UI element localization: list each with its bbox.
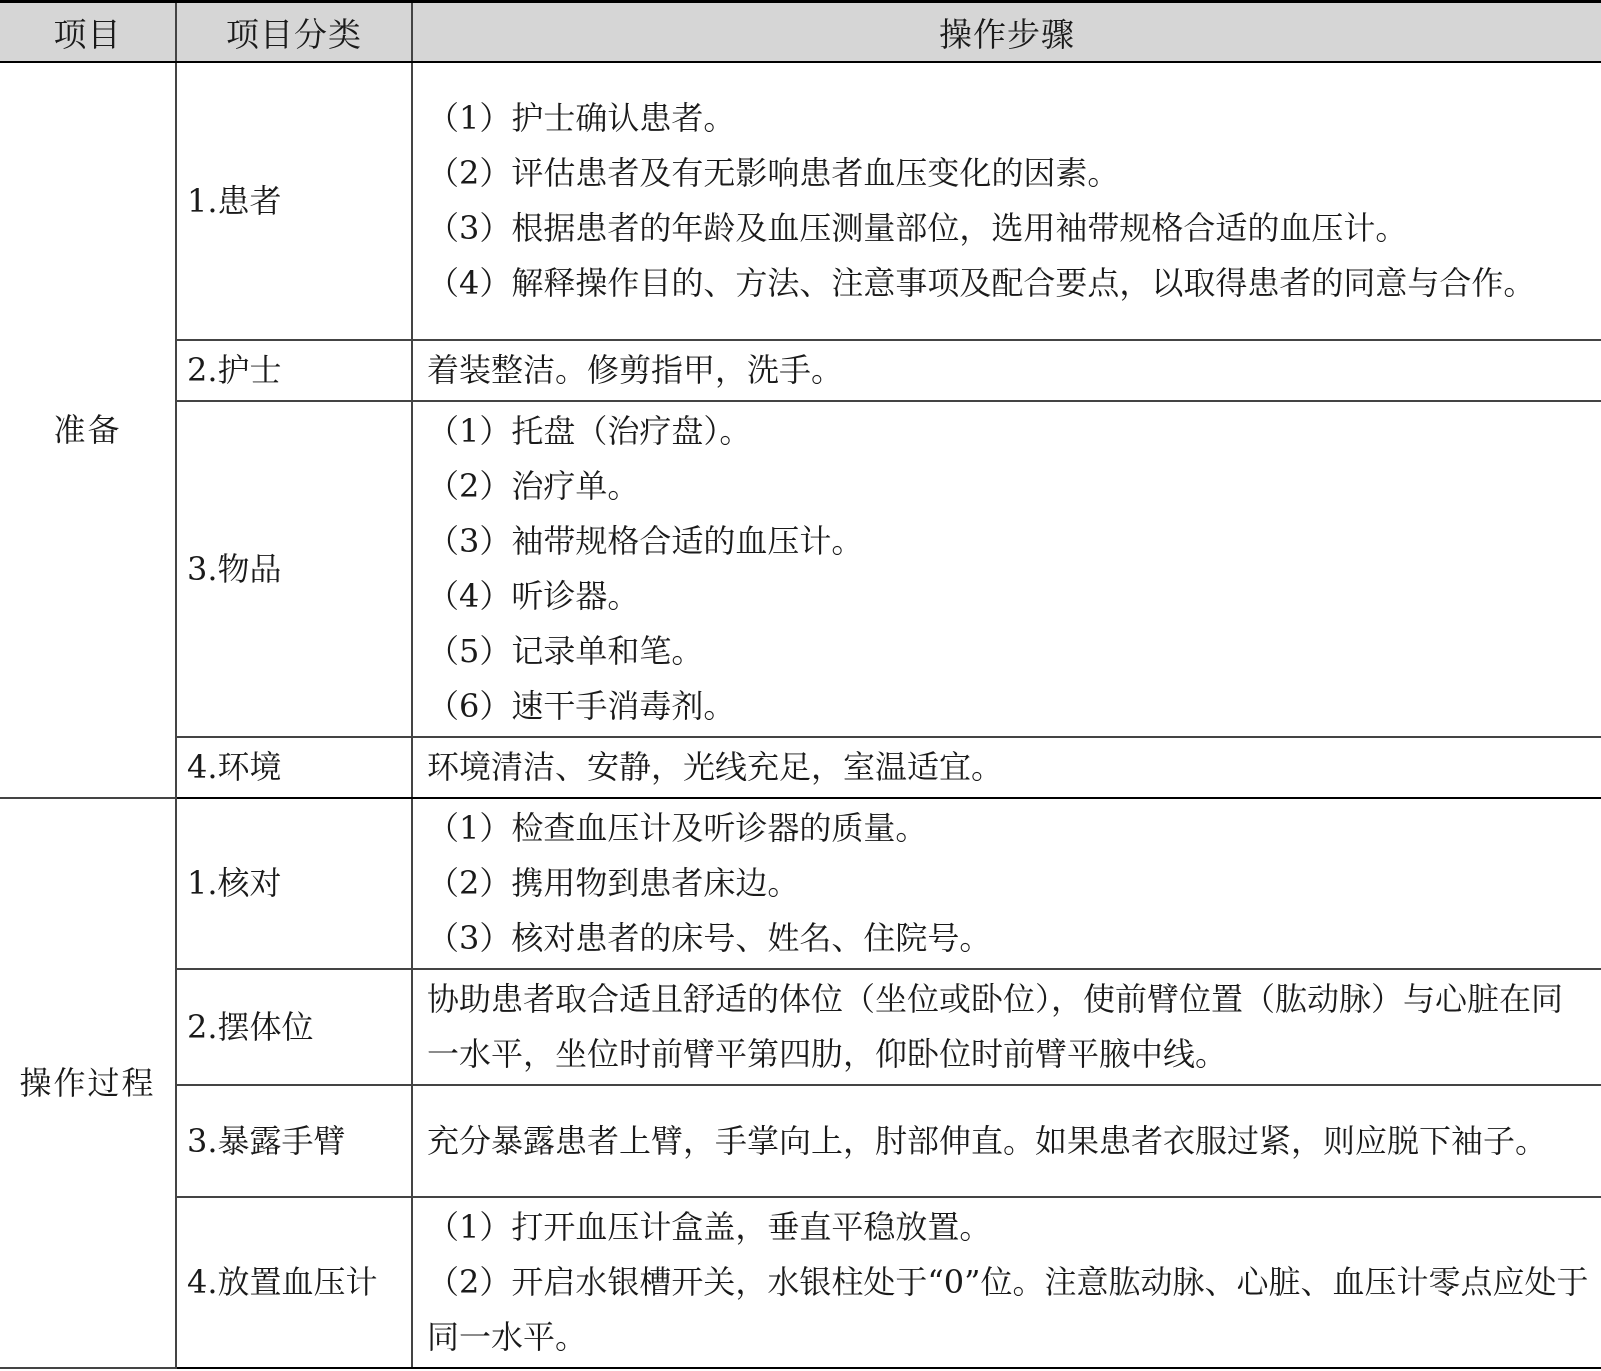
steps-cell bbox=[412, 401, 1601, 737]
header-steps: 操作步骤 bbox=[412, 2, 1601, 63]
step-line: 协助患者取合适且舒适的体位（坐位或卧位），使前臂位置（肱动脉）与心脏在同一水平，坐位时前臂平第四肋，仰卧位时前臂平腋中线。 bbox=[427, 980, 1564, 1073]
category-cell: 4.环境 bbox=[176, 737, 412, 798]
category-cell: 3.暴露手臂 bbox=[176, 1085, 412, 1197]
step-line: 充分暴露患者上臂，手掌向上，肘部伸直。如果患者衣服过紧，则应脱下袖子。 bbox=[427, 1121, 1548, 1160]
table-header bbox=[0, 2, 1601, 63]
steps-cell bbox=[412, 62, 1601, 340]
step-line: 环境清洁、安静，光线充足，室温适宜。 bbox=[427, 748, 1004, 786]
step-line: （2）开启水银槽开关，水银柱处于“0”位。注意肱动脉、心脏、血压计零点应处于同一水平。 bbox=[427, 1263, 1589, 1356]
step-line: （5）记录单和笔。 bbox=[427, 632, 704, 670]
table-row bbox=[0, 340, 1601, 401]
steps-cell bbox=[412, 1085, 1601, 1197]
step-line: （2）治疗单。 bbox=[427, 467, 640, 505]
table-row bbox=[0, 798, 1601, 969]
step-line: （1）打开血压计盒盖，垂直平稳放置。 bbox=[427, 1208, 992, 1246]
steps-cell bbox=[412, 1197, 1601, 1368]
step-line: （2）评估患者及有无影响患者血压变化的因素。 bbox=[427, 154, 1120, 192]
table-row bbox=[0, 1085, 1601, 1197]
table-row bbox=[0, 401, 1601, 737]
category-cell: 4.放置血压计 bbox=[176, 1197, 412, 1368]
category-cell: 2.护士 bbox=[176, 340, 412, 401]
step-line: 着装整洁。修剪指甲，洗手。 bbox=[427, 351, 844, 389]
category-cell: 1.核对 bbox=[176, 798, 412, 969]
step-line: （3）根据患者的年龄及血压测量部位，选用袖带规格合适的血压计。 bbox=[427, 209, 1408, 247]
step-line: （1）检查血压计及听诊器的质量。 bbox=[427, 809, 928, 847]
category-cell: 1.患者 bbox=[176, 62, 412, 340]
table-body bbox=[0, 62, 1601, 1368]
step-line: （4）听诊器。 bbox=[427, 577, 640, 615]
step-line: （3）袖带规格合适的血压计。 bbox=[427, 522, 864, 560]
table-row bbox=[0, 737, 1601, 798]
step-line: （6）速干手消毒剂。 bbox=[427, 687, 736, 725]
table-row bbox=[0, 1197, 1601, 1368]
header-category: 项目分类 bbox=[176, 2, 412, 63]
table-row bbox=[0, 62, 1601, 340]
step-line: （3）核对患者的床号、姓名、住院号。 bbox=[427, 919, 992, 957]
project-cell-preparation: 准备 bbox=[0, 62, 176, 798]
step-line: （1）托盘（治疗盘）。 bbox=[427, 412, 752, 450]
category-cell: 2.摆体位 bbox=[176, 969, 412, 1085]
header-project: 项目 bbox=[0, 2, 176, 63]
steps-cell bbox=[412, 737, 1601, 798]
project-cell-procedure: 操作过程 bbox=[0, 798, 176, 1368]
step-line: （1）护士确认患者。 bbox=[427, 99, 736, 137]
table-row bbox=[0, 969, 1601, 1085]
step-line: （2）携用物到患者床边。 bbox=[427, 864, 800, 902]
category-cell: 3.物品 bbox=[176, 401, 412, 737]
step-line: （4）解释操作目的、方法、注意事项及配合要点，以取得患者的同意与合作。 bbox=[427, 264, 1536, 302]
steps-cell bbox=[412, 798, 1601, 969]
header-row bbox=[0, 2, 1601, 63]
steps-cell bbox=[412, 969, 1601, 1085]
steps-cell bbox=[412, 340, 1601, 401]
